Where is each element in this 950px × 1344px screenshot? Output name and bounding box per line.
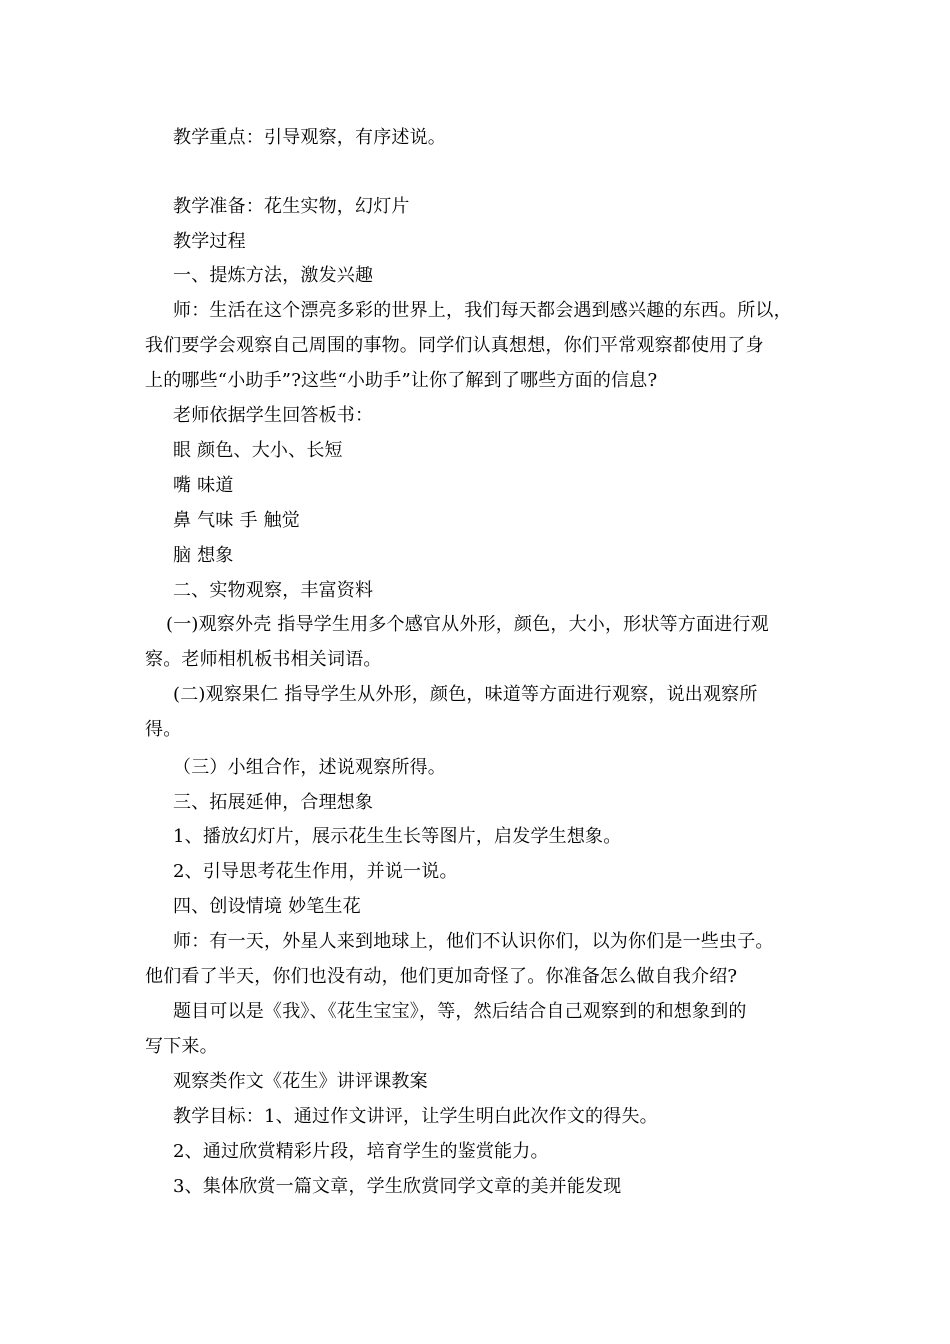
paragraph-observe-shell-line-1: (一)观察外壳 指导学生用多个感官从外形，颜色，大小，形状等方面进行观	[166, 614, 769, 635]
board-item-eyes: 眼 颜色、大小、长短	[173, 440, 343, 461]
heading-section-four: 四、创设情境 妙笔生花	[173, 896, 361, 917]
paragraph-topic-line-2: 写下来。	[145, 1036, 218, 1057]
board-item-nose-hand: 鼻 气味 手 触觉	[173, 510, 300, 531]
paragraph-alien-line-2: 他们看了半天，你们也没有动，他们更加奇怪了。你准备怎么做自我介绍?	[145, 966, 738, 987]
paragraph-alien-line-1: 师：有一天，外星人来到地球上，他们不认识你们，以为你们是一些虫子。	[173, 931, 774, 952]
paragraph-observe-kernel-line-2: 得。	[145, 719, 182, 740]
board-item-mouth: 嘴 味道	[173, 475, 234, 496]
heading-section-three: 三、拓展延伸，合理想象	[173, 792, 374, 813]
paragraph-teacher-intro-line-3: 上的哪些“小助手”?这些“小助手”让你了解到了哪些方面的信息?	[145, 370, 658, 391]
paragraph-observe-shell-line-2: 察。老师相机板书相关词语。	[145, 649, 382, 670]
paragraph-teaching-focus: 教学重点：引导观察，有序述说。	[173, 127, 446, 148]
heading-section-one: 一、提炼方法，激发兴趣	[173, 265, 374, 286]
paragraph-teacher-intro-line-1: 师：生活在这个漂亮多彩的世界上，我们每天都会遇到感兴趣的东西。所以，	[173, 300, 792, 321]
heading-teaching-process: 教学过程	[173, 231, 246, 252]
paragraph-teaching-goal-2: 2、通过欣赏精彩片段，培育学生的鉴赏能力。	[173, 1141, 549, 1162]
paragraph-group-work: （三）小组合作，述说观察所得。	[173, 757, 446, 778]
paragraph-teaching-preparation: 教学准备：花生实物，幻灯片	[173, 196, 410, 217]
paragraph-board-writing: 老师依据学生回答板书：	[173, 405, 374, 426]
heading-section-two: 二、实物观察，丰富资料	[173, 580, 374, 601]
paragraph-observe-kernel-line-1: (二)观察果仁 指导学生从外形，颜色，味道等方面进行观察，说出观察所	[173, 684, 758, 705]
paragraph-teaching-goal-1: 教学目标：1、通过作文讲评，让学生明白此次作文的得失。	[173, 1106, 658, 1127]
paragraph-slideshow: 1、播放幻灯片，展示花生生长等图片，启发学生想象。	[173, 826, 622, 847]
paragraph-topic-line-1: 题目可以是《我》、《花生宝宝》，等，然后结合自己观察到的和想象到的	[173, 1001, 747, 1022]
board-item-brain: 脑 想象	[173, 545, 234, 566]
heading-review-lesson: 观察类作文《花生》讲评课教案	[173, 1071, 428, 1092]
paragraph-peanut-use: 2、引导思考花生作用，并说一说。	[173, 861, 458, 882]
paragraph-teaching-goal-3: 3、集体欣赏一篇文章，学生欣赏同学文章的美并能发现	[173, 1176, 622, 1197]
paragraph-teacher-intro-line-2: 我们要学会观察自己周围的事物。同学们认真想想，你们平常观察都使用了身	[145, 335, 764, 356]
